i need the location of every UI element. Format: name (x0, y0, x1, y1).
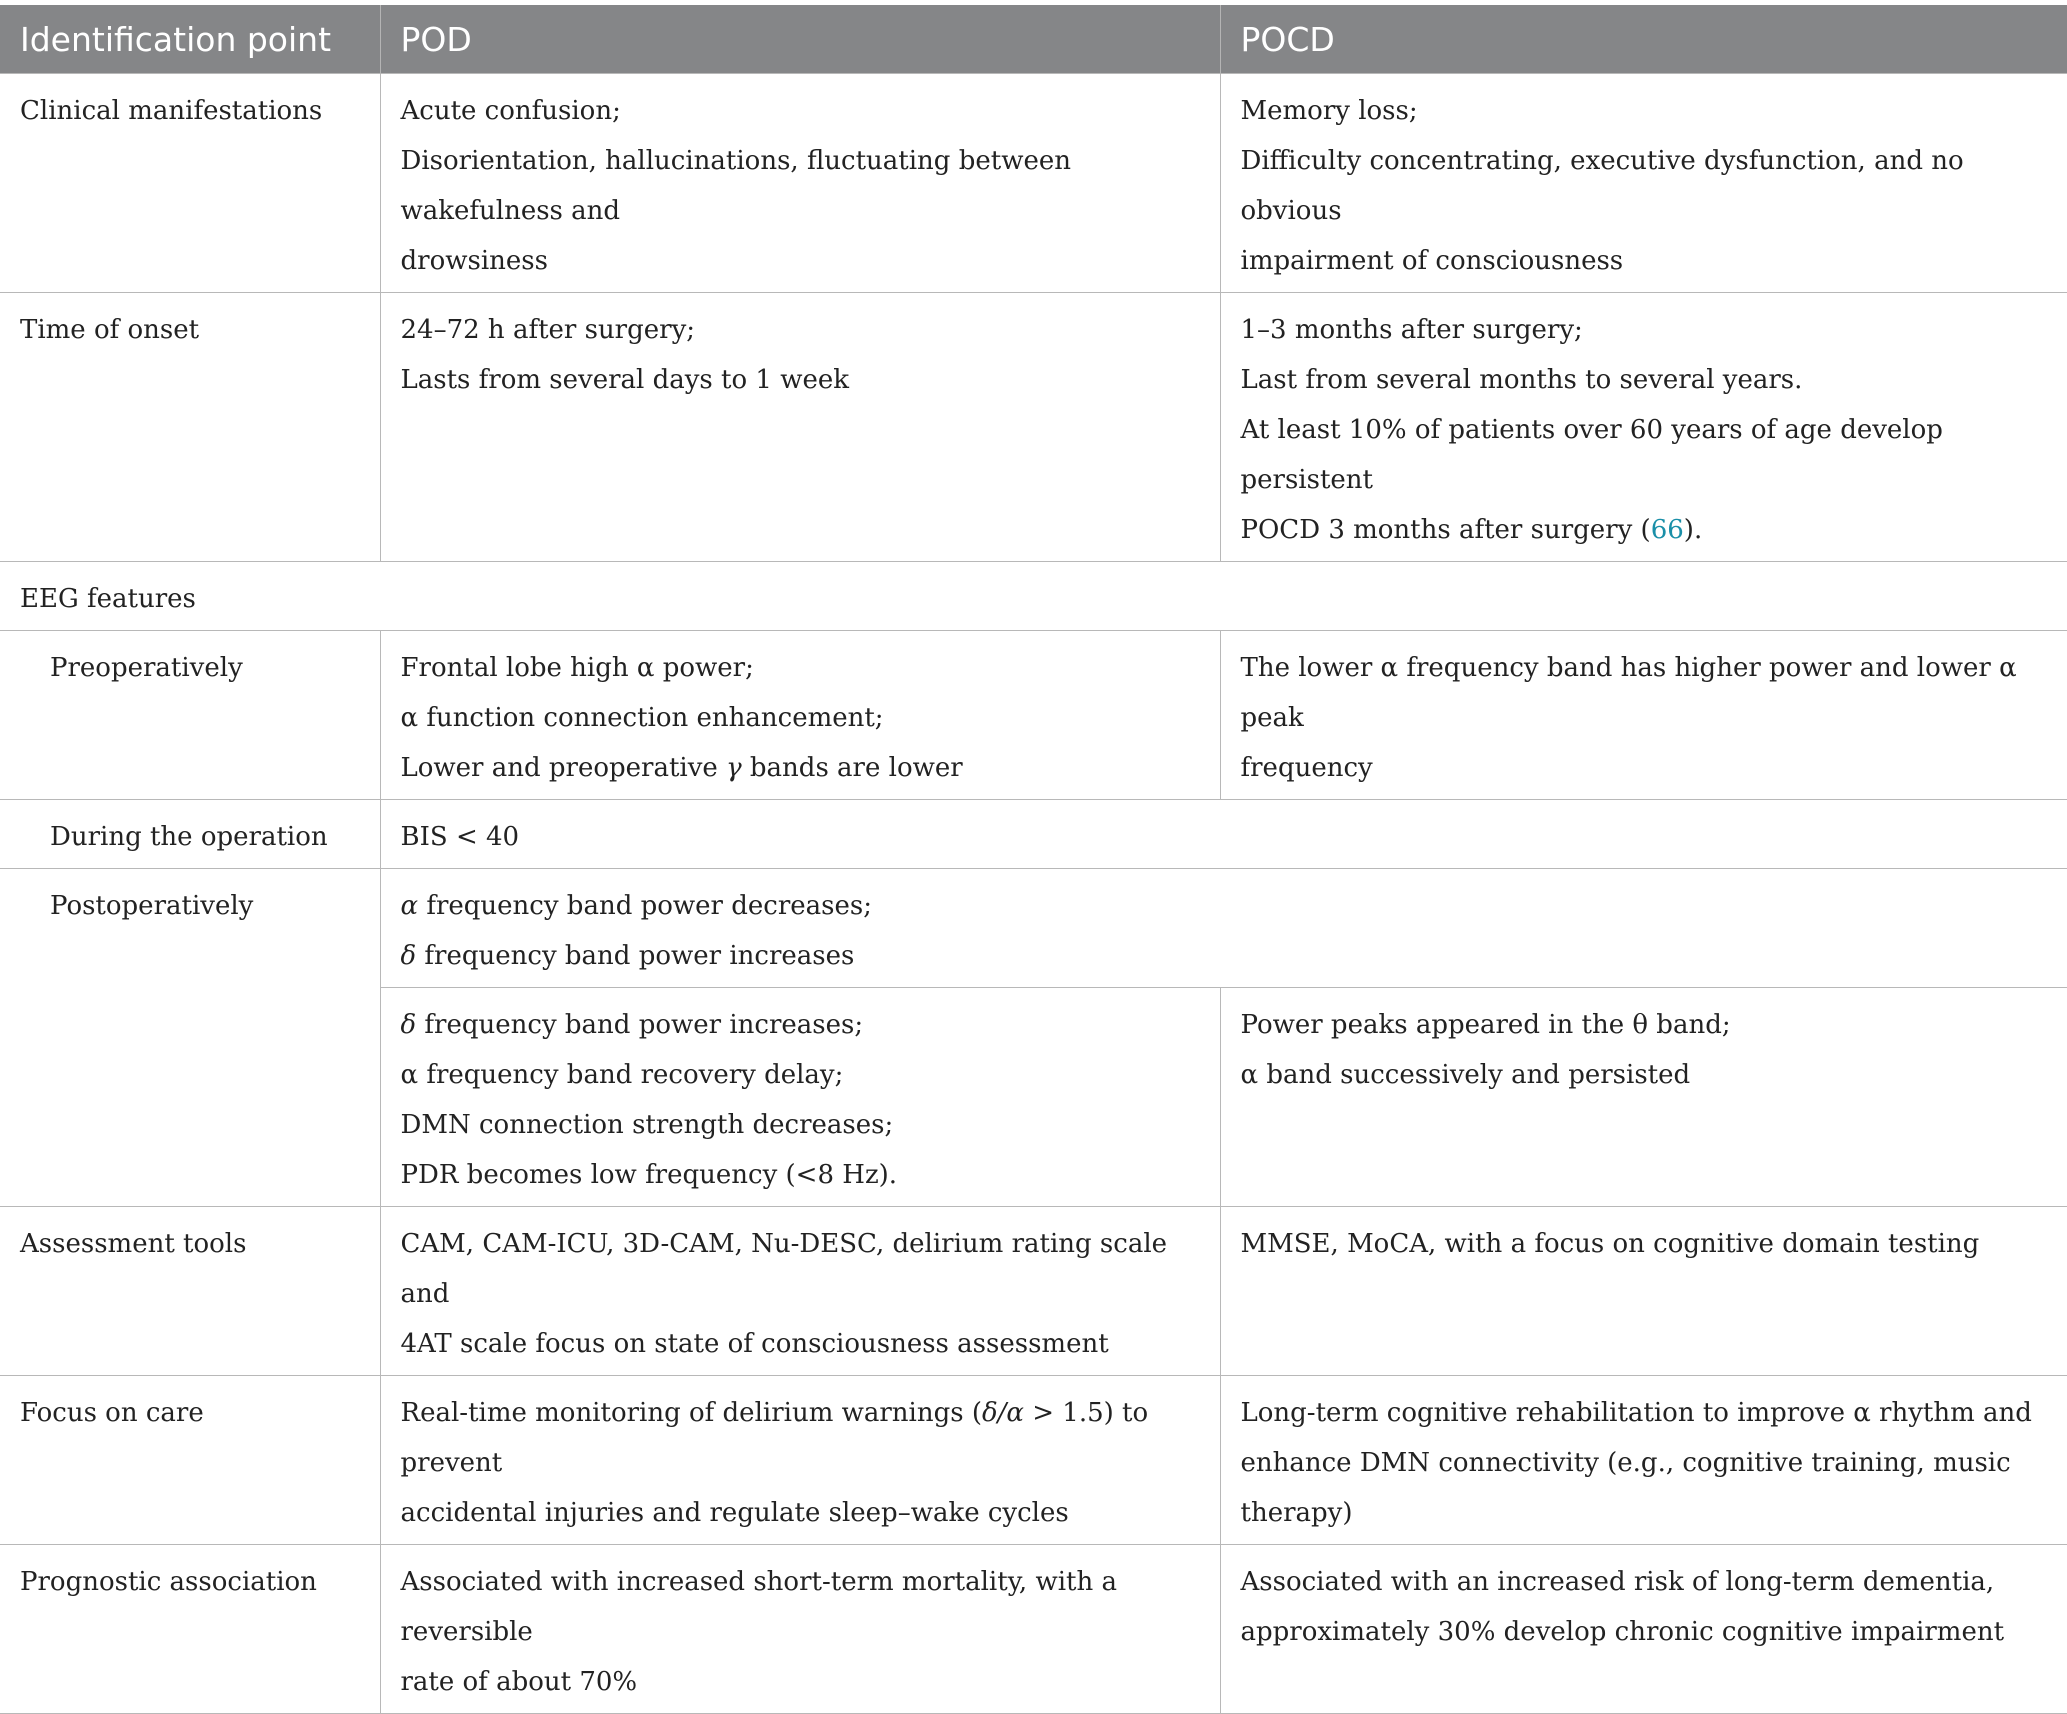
shared-cell: BIS < 40 (380, 800, 2067, 869)
pod-line: α function connection enhancement; (400, 703, 884, 733)
pod-cell (380, 293, 1220, 562)
pocd-line: Memory loss; (1240, 96, 1418, 126)
pocd-cell (1220, 631, 2067, 800)
row-label: Time of onset (0, 293, 380, 562)
pocd-line: Last from several months to several years. (1240, 365, 1803, 395)
delta-alpha-ratio: δ/α (982, 1398, 1024, 1428)
pod-line: 24–72 h after surgery; (400, 315, 696, 345)
pocd-line: Power peaks appeared in the θ band; (1240, 1010, 1731, 1040)
pocd-cell (1220, 1376, 2067, 1545)
pocd-line: Associated with an increased risk of long-term dementia, (1240, 1567, 1995, 1597)
pod-line: DMN connection strength decreases; (400, 1110, 894, 1140)
row-eeg-features (0, 562, 2067, 631)
header-pod: POD (380, 5, 1220, 74)
pod-line: rate of about 70% (400, 1667, 638, 1697)
pocd-line (1241, 505, 2048, 555)
pocd-cell (1220, 1545, 2067, 1714)
pod-line (401, 1388, 1200, 1488)
pod-line-suffix: > 1.5) to prevent (400, 1398, 1149, 1478)
pocd-cell (1220, 988, 2067, 1207)
delta-symbol: δ (400, 1010, 417, 1040)
gamma-symbol: γ (726, 753, 742, 783)
row-during-operation (0, 800, 2067, 869)
pod-line: Disorientation, hallucinations, fluctuating between wakefulness and (400, 146, 1071, 226)
shared-line (401, 881, 2048, 931)
pocd-line: α band successively and persisted (1240, 1060, 1691, 1090)
delta-symbol: δ (400, 941, 417, 971)
header-row (0, 5, 2067, 74)
row-clinical-manifestations (0, 74, 2067, 293)
row-preoperatively (0, 631, 2067, 800)
pod-line: Frontal lobe high α power; (400, 653, 754, 683)
pocd-line: Long-term cognitive rehabilitation to improve α rhythm and (1240, 1398, 2032, 1428)
pod-cell (380, 631, 1220, 800)
pod-line: 4AT scale focus on state of consciousness assessment (400, 1329, 1109, 1359)
pocd-line-suffix: ). (1683, 515, 1703, 545)
pocd-line-prefix: POCD 3 months after surgery ( (1240, 515, 1651, 545)
pod-line: Acute confusion; (400, 96, 621, 126)
row-label: Preoperatively (0, 631, 380, 800)
row-assessment-tools (0, 1207, 2067, 1376)
pocd-line: frequency (1240, 753, 1373, 783)
pocd-line: The lower α frequency band has higher power and lower α peak (1240, 653, 2017, 733)
shared-cell (380, 869, 2067, 988)
pocd-line: enhance DMN connectivity (e.g., cognitive training, music therapy) (1240, 1448, 2011, 1528)
pod-cell (380, 74, 1220, 293)
alpha-symbol: α (400, 891, 419, 921)
pod-line-prefix: Lower and preoperative (400, 753, 727, 783)
pocd-line: MMSE, MoCA, with a focus on cognitive domain testing (1240, 1229, 1980, 1259)
section-label: EEG features (0, 562, 2067, 631)
pod-line: Lasts from several days to 1 week (400, 365, 849, 395)
pocd-cell (1220, 293, 2067, 562)
pod-line: CAM, CAM-ICU, 3D-CAM, Nu-DESC, delirium rating scale and (400, 1229, 1168, 1309)
shared-line-text: frequency band power decreases; (418, 891, 872, 921)
row-postoperatively-shared (0, 869, 2067, 988)
row-time-of-onset (0, 293, 2067, 562)
pod-line: PDR becomes low frequency (<8 Hz). (400, 1160, 898, 1190)
pod-line: drowsiness (400, 246, 548, 276)
pocd-line: impairment of consciousness (1240, 246, 1624, 276)
shared-line-text: frequency band power increases (416, 941, 855, 971)
pod-line-prefix: Real-time monitoring of delirium warnings ( (400, 1398, 982, 1428)
pod-cell (380, 1545, 1220, 1714)
pod-line: α frequency band recovery delay; (400, 1060, 844, 1090)
pod-pocd-comparison-table (0, 5, 2067, 1714)
pod-cell (380, 988, 1220, 1207)
pod-line (401, 743, 1200, 793)
header-identification-point: Identification point (0, 5, 380, 74)
pocd-line: approximately 30% develop chronic cognitive impairment (1240, 1617, 2005, 1647)
row-label: Assessment tools (0, 1207, 380, 1376)
row-prognostic-association (0, 1545, 2067, 1714)
pod-cell (380, 1207, 1220, 1376)
pod-line-text: frequency band power increases; (416, 1010, 864, 1040)
pocd-line: 1–3 months after surgery; (1240, 315, 1583, 345)
shared-line (401, 931, 2048, 981)
row-label: Postoperatively (0, 869, 380, 1207)
pod-line: accidental injuries and regulate sleep–wake cycles (400, 1498, 1069, 1528)
pod-cell (380, 1376, 1220, 1545)
pocd-cell (1220, 1207, 2067, 1376)
pocd-cell (1220, 74, 2067, 293)
pocd-line: At least 10% of patients over 60 years of age develop persistent (1240, 415, 1943, 495)
header-pocd: POCD (1220, 5, 2067, 74)
row-label: Focus on care (0, 1376, 380, 1545)
row-label: Prognostic association (0, 1545, 380, 1714)
pocd-line: Difficulty concentrating, executive dysfunction, and no obvious (1240, 146, 1964, 226)
comparison-table-container (0, 5, 2067, 1714)
row-label: Clinical manifestations (0, 74, 380, 293)
pod-line-suffix: bands are lower (741, 753, 963, 783)
pod-line: Associated with increased short-term mortality, with a reversible (400, 1567, 1117, 1647)
pod-line (401, 1000, 1200, 1050)
row-focus-on-care (0, 1376, 2067, 1545)
reference-link-66[interactable]: 66 (1650, 515, 1684, 545)
row-label: During the operation (0, 800, 380, 869)
